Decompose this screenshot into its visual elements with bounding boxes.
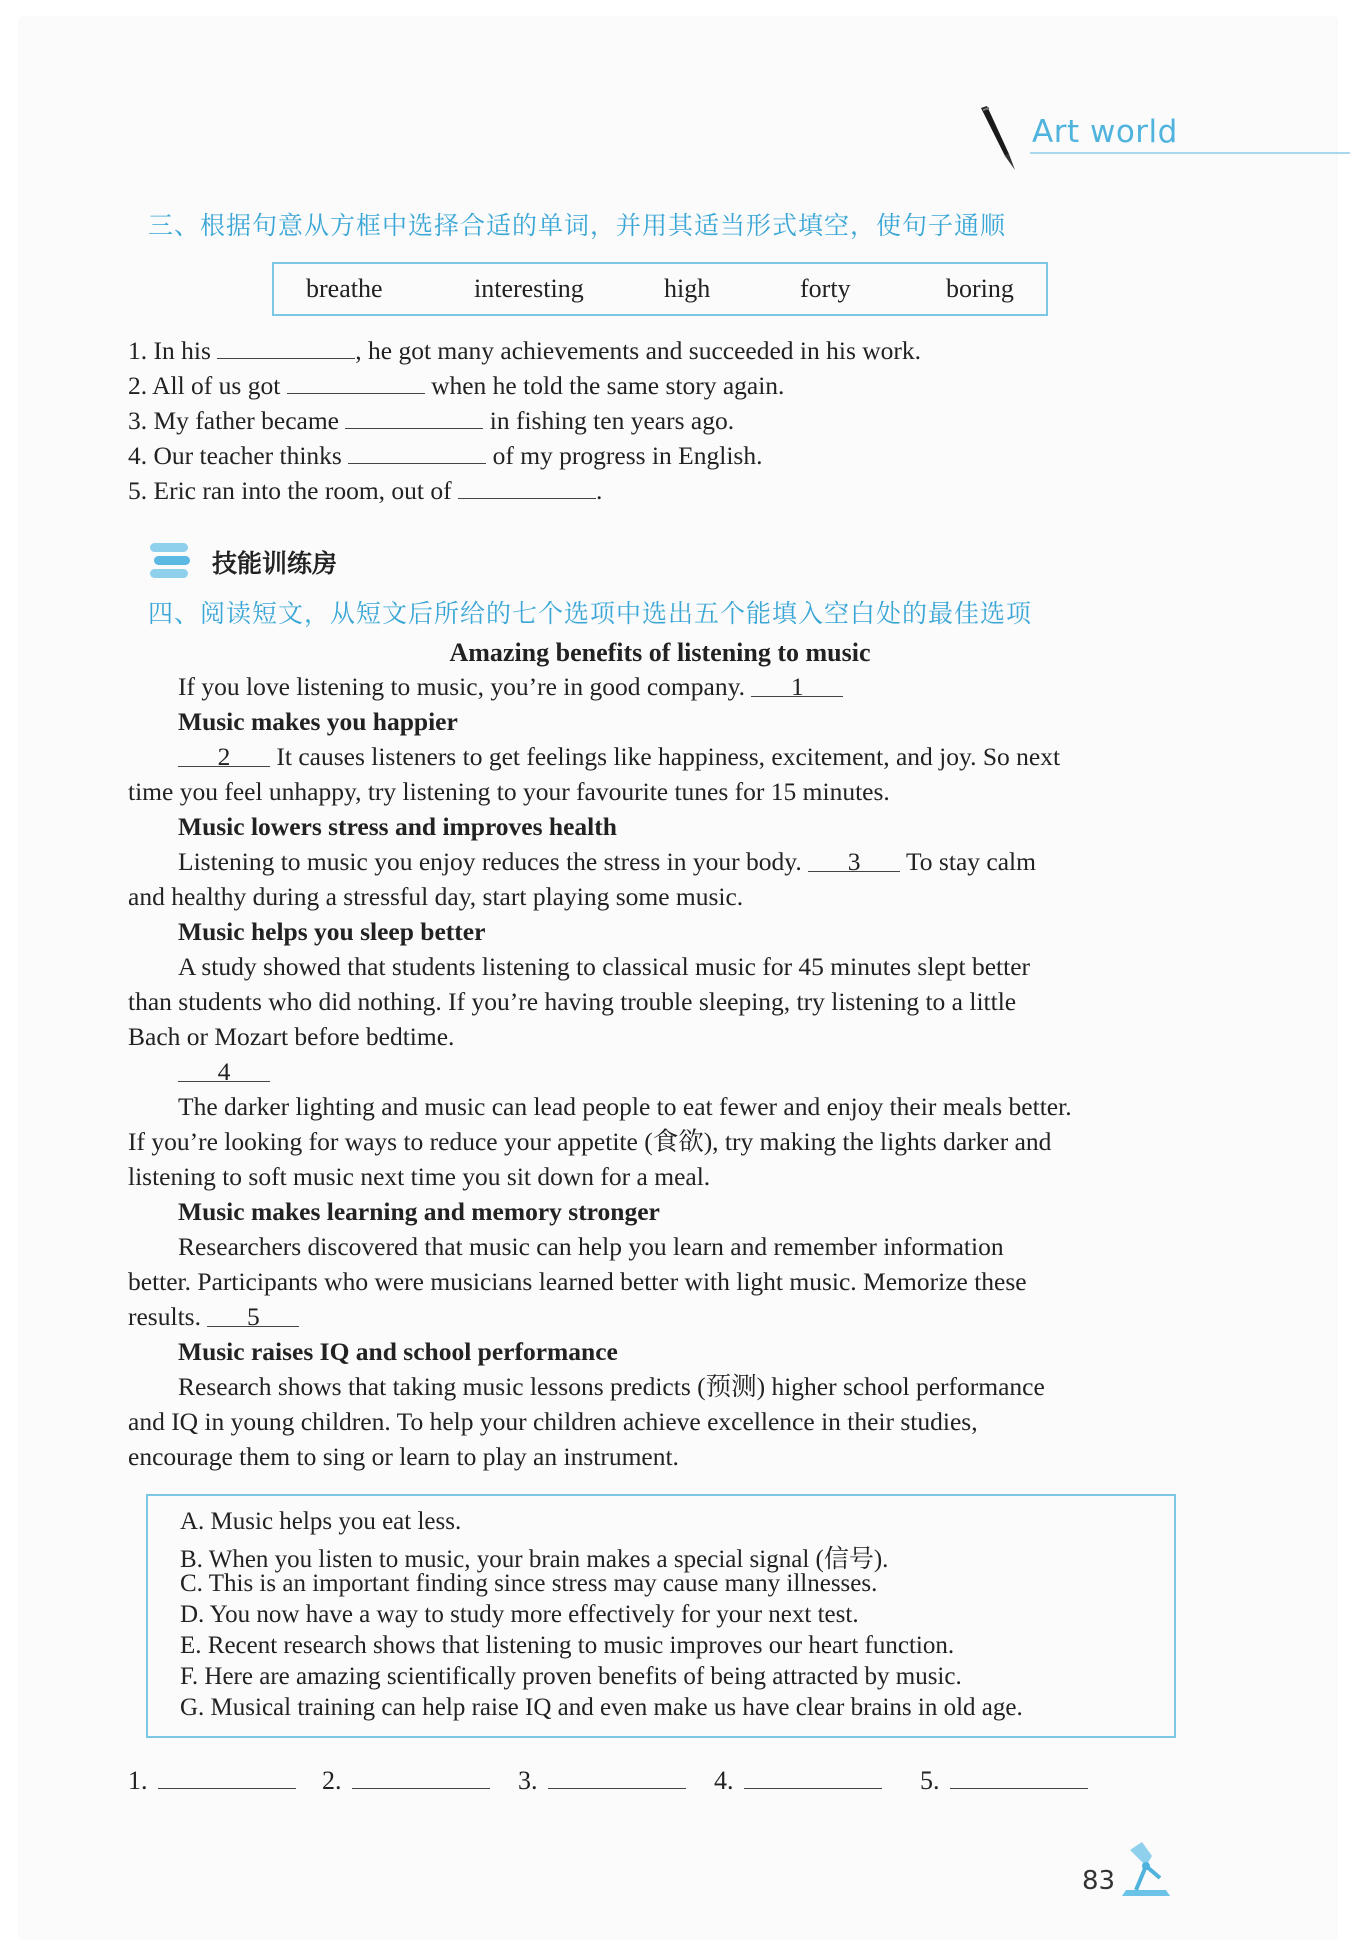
passage-line: than students who did nothing. If you’re having trouble sleeping, try listening to a little — [128, 987, 1017, 1016]
header-divider — [1030, 152, 1350, 154]
passage-line: Researchers discovered that music can help you learn and remember information — [178, 1232, 1004, 1261]
subheading: Music lowers stress and improves health — [178, 812, 617, 841]
passage-blank-3[interactable]: 3 — [808, 845, 900, 872]
passage-line: If you’re looking for ways to reduce your appetite (食欲), try making the lights darker and — [128, 1127, 1052, 1156]
answer-blank[interactable] — [158, 1762, 296, 1789]
passage-line: If you love listening to music, you’re in good company. 1 — [178, 670, 843, 704]
unit-title: Art world — [1032, 114, 1178, 150]
option-g: G. Musical training can help raise IQ and even make us have clear brains in old age. — [180, 1694, 1023, 1721]
passage-line: The darker lighting and music can lead people to eat fewer and enjoy their meals better. — [178, 1092, 1072, 1121]
answer-blank[interactable] — [458, 472, 596, 499]
answer-blank[interactable] — [287, 367, 425, 394]
passage-line: and IQ in young children. To help your children achieve excellence in their studies, — [128, 1407, 978, 1436]
stacked-bars-icon — [148, 539, 192, 583]
fill-item-1: 1. In his , he got many achievements and succeeded in his work. — [128, 332, 921, 368]
section4-heading: 四、阅读短文，从短文后所给的七个选项中选出五个能填入空白处的最佳选项 — [148, 599, 1033, 628]
passage-line: encourage them to sing or learn to play an instrument. — [128, 1442, 679, 1471]
passage-line: A study showed that students listening to classical music for 45 minutes slept better — [178, 952, 1031, 981]
passage-line — [178, 1055, 270, 1089]
options-box — [146, 1494, 1176, 1738]
workbook-page — [20, 18, 1336, 1938]
option-b: B. When you listen to music, your brain makes a special signal (信号). — [180, 1546, 889, 1573]
page-number: 83 — [1082, 1866, 1116, 1896]
passage-line: better. Participants who were musicians learned better with light music. Memorize these — [128, 1267, 1027, 1296]
passage-blank-2[interactable]: 2 — [178, 740, 270, 767]
fill-item-3: 3. My father became in fishing ten years ago. — [128, 402, 734, 438]
subheading: Music makes learning and memory stronger — [178, 1197, 660, 1226]
passage-blank-4[interactable]: 4 — [178, 1055, 270, 1082]
section3-heading: 三、根据句意从方框中选择合适的单词，并用其适当形式填空，使句子通顺 — [148, 211, 1007, 240]
passage-line: Listening to music you enjoy reduces the stress in your body. 3 To stay calm — [178, 847, 1036, 876]
answer-slot-2: 2. — [322, 1762, 490, 1796]
word-bank-item: interesting — [474, 274, 584, 303]
answer-slot-1: 1. — [128, 1762, 296, 1796]
option-a: A. Music helps you eat less. — [180, 1508, 462, 1535]
answer-slot-3: 3. — [518, 1762, 686, 1796]
subheading: Music helps you sleep better — [178, 917, 486, 946]
answer-slot-4: 4. — [714, 1762, 882, 1796]
passage-blank-1[interactable]: 1 — [751, 670, 843, 697]
passage-line: and healthy during a stressful day, start playing some music. — [128, 882, 744, 911]
answer-blank[interactable] — [950, 1762, 1088, 1789]
passage-line: listening to soft music next time you sit down for a meal. — [128, 1162, 711, 1191]
subheading: Music raises IQ and school performance — [178, 1337, 618, 1366]
answer-blank[interactable] — [744, 1762, 882, 1789]
option-e: E. Recent research shows that listening to music improves our heart function. — [180, 1632, 955, 1659]
option-f: F. Here are amazing scientifically proven benefits of being attracted by music. — [180, 1663, 962, 1690]
answer-blank[interactable] — [352, 1762, 490, 1789]
passage-line: results. 5 — [128, 1300, 299, 1334]
word-bank-item: high — [664, 274, 711, 303]
fill-item-4: 4. Our teacher thinks of my progress in English. — [128, 437, 762, 473]
answer-blank[interactable] — [217, 332, 355, 359]
fountain-pen-icon — [975, 104, 1025, 174]
option-d: D. You now have a way to study more effectively for your next test. — [180, 1601, 859, 1628]
answer-slot-5: 5. — [920, 1762, 1088, 1796]
answer-blank[interactable] — [345, 402, 483, 429]
skills-title: 技能训练房 — [212, 549, 338, 578]
fill-item-5: 5. Eric ran into the room, out of . — [128, 472, 602, 508]
passage-line: Bach or Mozart before bedtime. — [128, 1022, 455, 1051]
word-bank-box — [272, 262, 1048, 316]
answer-blank[interactable] — [548, 1762, 686, 1789]
word-bank-item: boring — [946, 274, 1014, 303]
passage-line: 2 It causes listeners to get feelings like happiness, excitement, and joy. So next — [178, 740, 1060, 774]
passage-blank-5[interactable]: 5 — [207, 1300, 299, 1327]
fill-item-2: 2. All of us got when he told the same story again. — [128, 367, 784, 403]
passage-line: Research shows that taking music lessons predicts (预测) higher school performance — [178, 1372, 1045, 1401]
word-bank-item: forty — [800, 274, 851, 303]
passage-title: Amazing benefits of listening to music — [449, 638, 871, 667]
subheading: Music makes you happier — [178, 707, 458, 736]
answer-blank[interactable] — [348, 437, 486, 464]
word-bank-item: breathe — [306, 274, 383, 303]
desk-lamp-icon — [1116, 1838, 1176, 1900]
option-c: C. This is an important finding since stress may cause many illnesses. — [180, 1570, 878, 1597]
passage-line: time you feel unhappy, try listening to your favourite tunes for 15 minutes. — [128, 777, 890, 806]
